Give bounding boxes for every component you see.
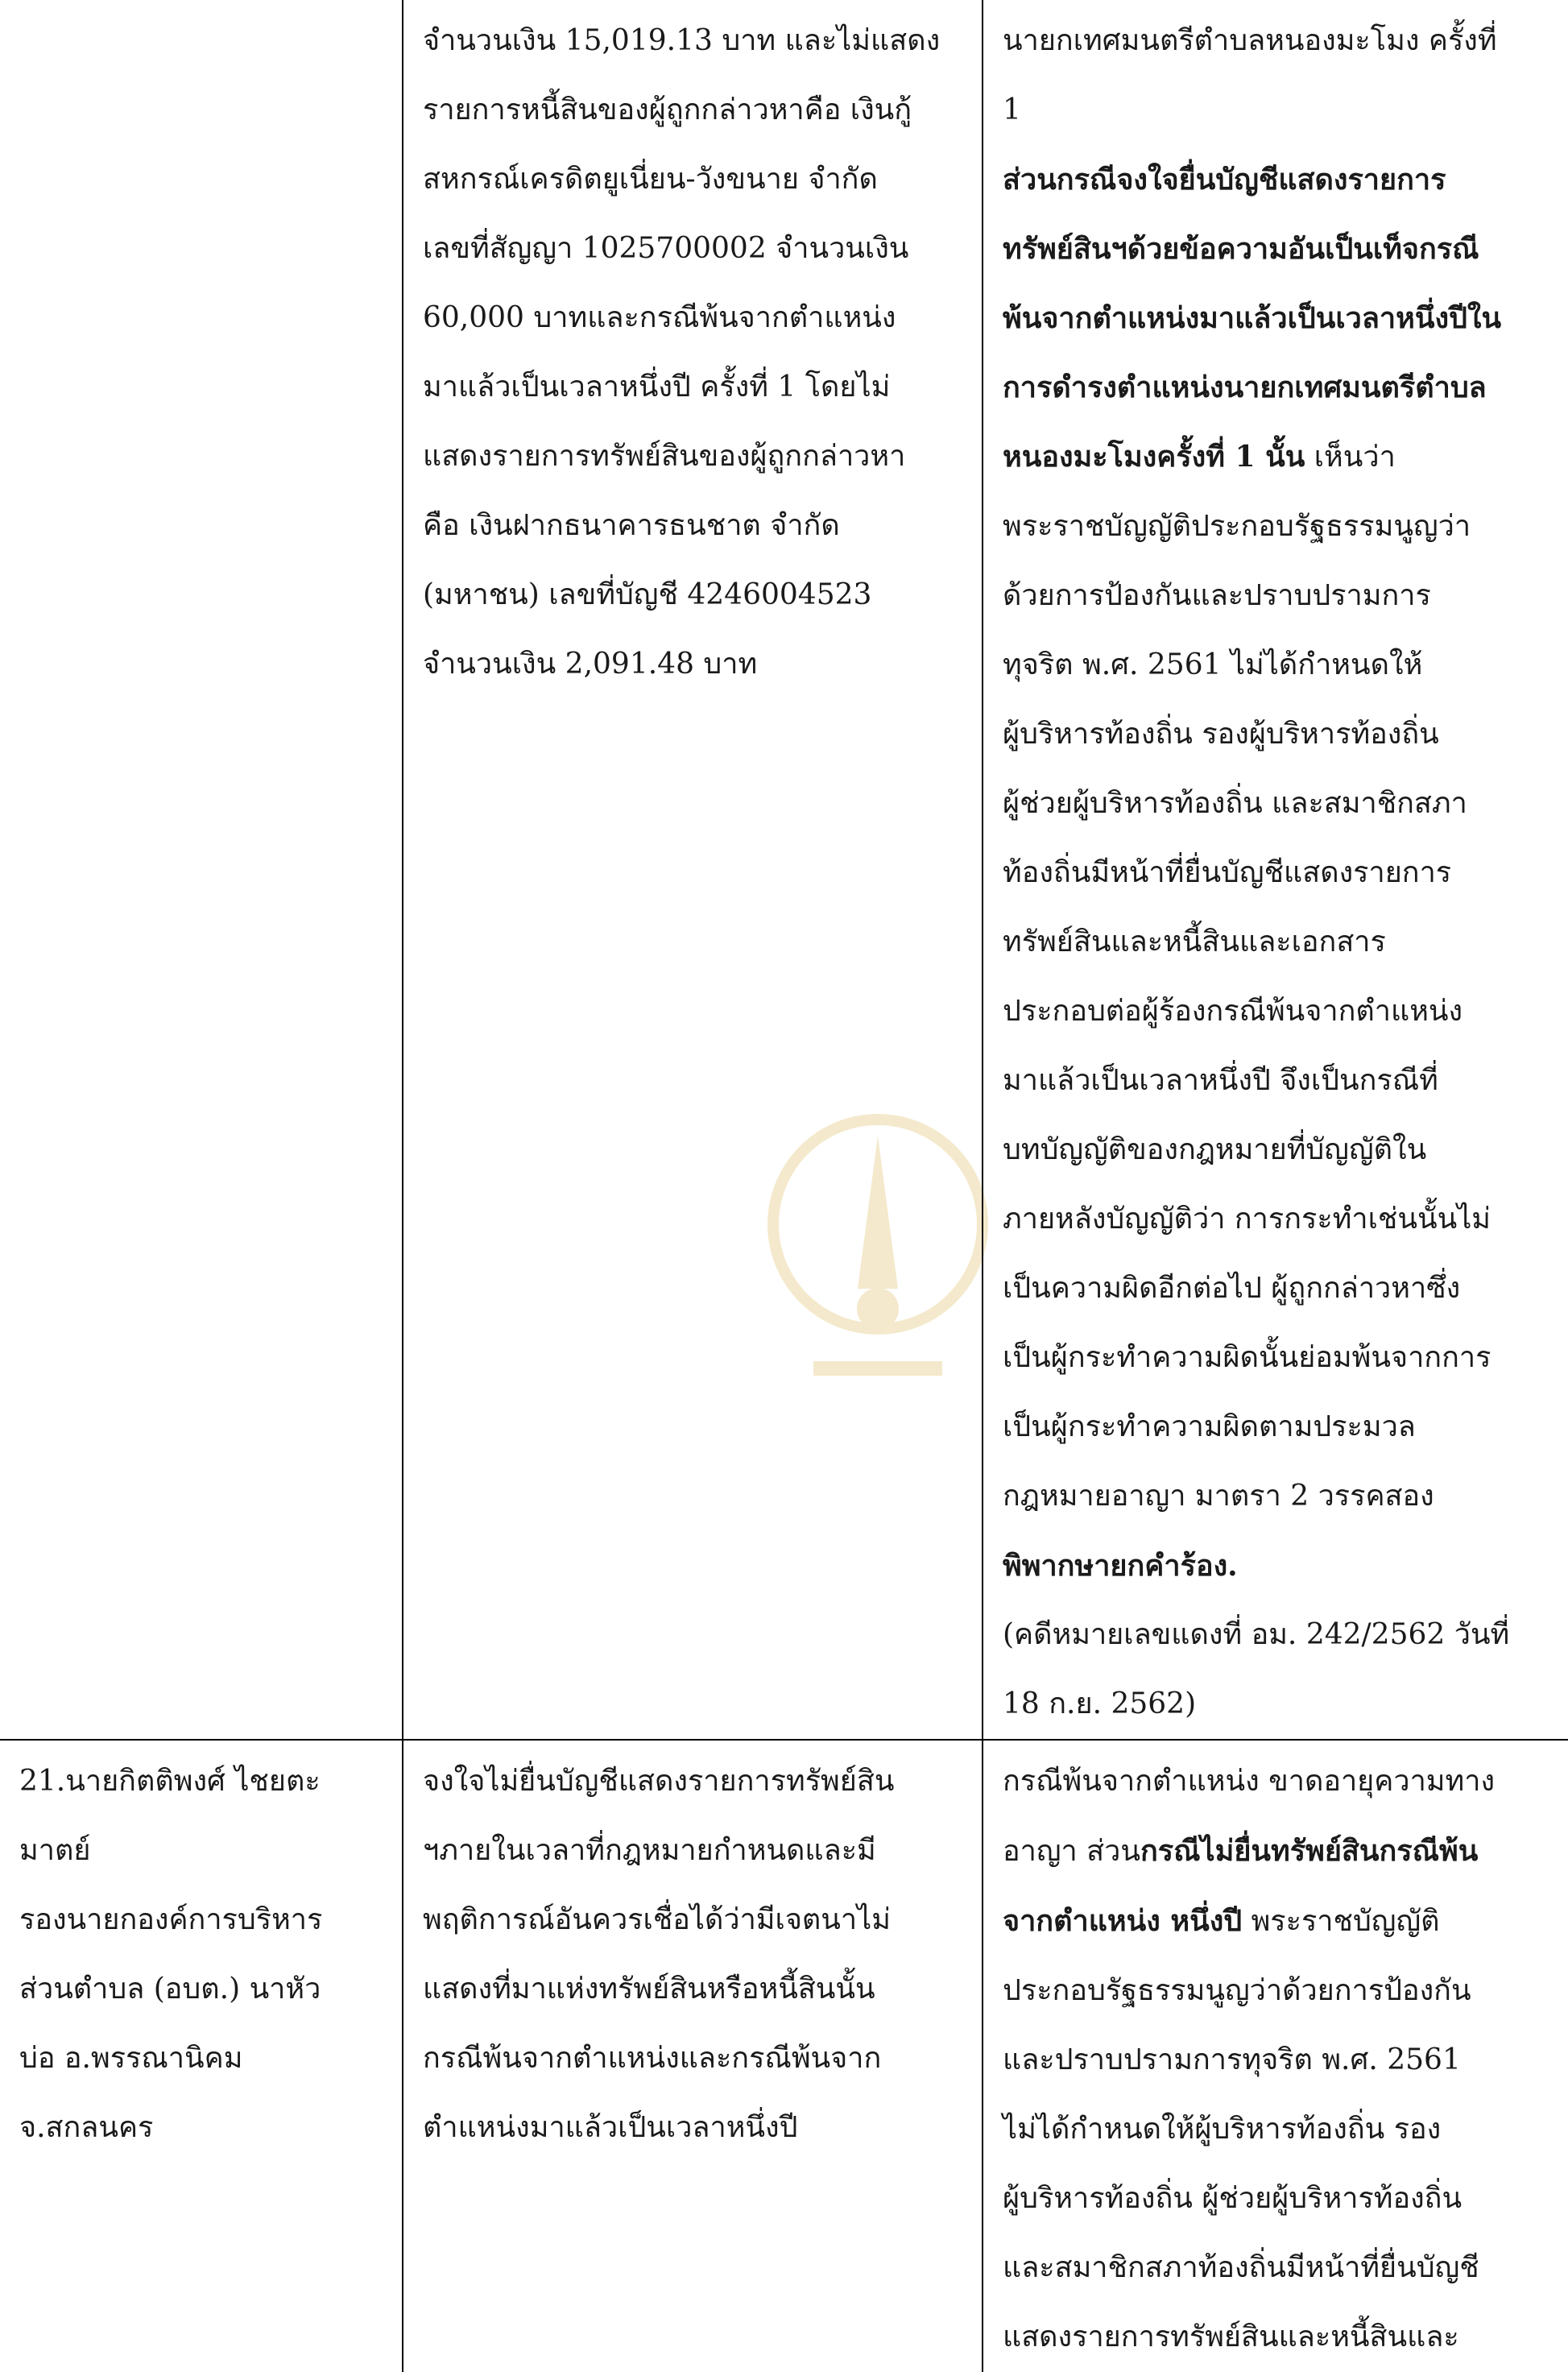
text-line [1003, 1816, 1554, 1886]
text-line: ประกอบต่อผู้ร้องกรณีพ้นจากตำแหน่ง [1003, 995, 1463, 1028]
text-line: ท้องถิ่นมีหน้าที่ยื่นบัญชีแสดงรายการ [1003, 856, 1452, 889]
text-line: พฤติการณ์อันควรเชื่อได้ว่ามีเจตนาไม่ [423, 1903, 891, 1936]
text-line: ส่วนตำบล (อบต.) นาหัว [19, 1973, 321, 2006]
text-line: ไม่ได้กำหนดให้ผู้บริหารท้องถิ่น รอง [1003, 2113, 1442, 2146]
text-line: ผู้บริหารท้องถิ่น รองผู้บริหารท้องถิ่น [1003, 718, 1439, 751]
text-line: แสดงรายการทรัพย์สินและหนี้สินและ [1003, 2320, 1459, 2353]
normal-text: พระราชบัญญัติ [1242, 1905, 1440, 1938]
text-line: กรณีพ้นจากตำแหน่ง ขาดอายุความทาง [1003, 1765, 1496, 1798]
text-line: พระราชบัญญัติประกอบรัฐธรรมนูญว่า [1003, 510, 1471, 543]
text-line: จำนวนเงิน 15,019.13 บาท และไม่แสดง [423, 24, 941, 57]
text-line: พ้นจากตำแหน่งมาแล้วเป็นเวลาหนึ่งปีใน [1003, 301, 1502, 335]
cell-name [0, 1740, 403, 2372]
text-line: กรณีพ้นจากตำแหน่งและกรณีพ้นจาก [423, 2042, 882, 2075]
cell-name [0, 0, 403, 1740]
cell-allegation [403, 1740, 983, 2372]
text-line: จ.สกลนคร [19, 2111, 154, 2144]
cell-ruling [983, 0, 1568, 1740]
text-line: 1 [1003, 93, 1021, 126]
text-line: กฎหมายอาญา มาตรา 2 วรรคสอง [1003, 1480, 1434, 1513]
bold-text: กรณีไม่ยื่นทรัพย์สินกรณีพ้น [1140, 1834, 1479, 1868]
verdict-text: พิพากษายกคำร้อง. [1003, 1549, 1238, 1583]
text-line [1003, 422, 1554, 492]
text-line: 60,000 บาทและกรณีพ้นจากตำแหน่ง [423, 301, 896, 334]
text-line: ผู้บริหารท้องถิ่น ผู้ช่วยผู้บริหารท้องถิ่น [1003, 2182, 1463, 2215]
text-line: คือ เงินฝากธนาคารธนชาต จำกัด [423, 509, 840, 542]
text-line: 21.นายกิตติพงศ์ ไชยตะ [19, 1765, 321, 1798]
text-line: ทุจริต พ.ศ. 2561 ไม่ได้กำหนดให้ [1003, 648, 1423, 681]
text-line: จำนวนเงิน 2,091.48 บาท [423, 648, 758, 681]
text-line: (มหาชน) เลขที่บัญชี 4246004523 [423, 578, 872, 611]
text-line: แสดงรายการทรัพย์สินของผู้ถูกกล่าวหา [423, 440, 906, 473]
text-line: ผู้ช่วยผู้บริหารท้องถิ่น และสมาชิกสภา [1003, 787, 1467, 820]
text-line: ด้วยการป้องกันและปราบปรามการ [1003, 579, 1431, 612]
case-number-text: (คดีหมายเลขแดงที่ อม. 242/2562 วันที่ [1003, 1618, 1510, 1651]
text-line: แสดงที่มาแห่งทรัพย์สินหรือหนี้สินนั้น [423, 1973, 875, 2006]
text-line: การดำรงตำแหน่งนายกเทศมนตรีตำบล [1003, 370, 1487, 404]
text-line: ภายหลังบัญญัติว่า การกระทำเช่นนั้นไม่ [1003, 1203, 1491, 1236]
text-line: นายกเทศมนตรีตำบลหนองมะโมง ครั้งที่ [1003, 24, 1497, 57]
text-line: ประกอบรัฐธรรมนูญว่าด้วยการป้องกัน [1003, 1974, 1471, 2007]
text-line: จงใจไม่ยื่นบัญชีแสดงรายการทรัพย์สิน [423, 1765, 895, 1798]
text-line: ทรัพย์สินและหนี้สินและเอกสาร [1003, 925, 1386, 958]
text-line: บ่อ อ.พรรณานิคม [19, 2042, 243, 2075]
text-line: ส่วนกรณีจงใจยื่นบัญชีแสดงรายการ [1003, 163, 1446, 197]
text-line: 18 ก.ย. 2562) [1003, 1687, 1197, 1720]
bold-text: จากตำแหน่ง หนึ่งปี [1003, 1904, 1243, 1938]
text-line: สหกรณ์เครดิตยูเนี่ยน-วังขนาย จำกัด [423, 163, 878, 196]
text-line [1003, 1886, 1554, 1956]
normal-text: อาญา ส่วน [1003, 1835, 1140, 1868]
table-row [0, 1740, 1568, 2372]
cell-ruling [983, 1740, 1568, 2372]
text-line: บทบัญญัติของกฎหมายที่บัญญัติใน [1003, 1133, 1427, 1166]
text-line: ทรัพย์สินฯด้วยข้อความอันเป็นเท็จกรณี [1003, 232, 1479, 266]
text-line: เป็นผู้กระทำความผิดตามประมวล [1003, 1410, 1416, 1443]
text-line: เป็นผู้กระทำความผิดนั้นย่อมพ้นจากการ [1003, 1341, 1491, 1374]
bold-text: หนองมะโมงครั้งที่ 1 นั้น [1003, 440, 1305, 474]
text-line: เป็นความผิดอีกต่อไป ผู้ถูกกล่าวหาซึ่ง [1003, 1272, 1461, 1305]
text-line: และสมาชิกสภาท้องถิ่นมีหน้าที่ยื่นบัญชี [1003, 2251, 1479, 2284]
cell-allegation [403, 0, 983, 1740]
text-line: มาแล้วเป็นเวลาหนึ่งปี ครั้งที่ 1 โดยไม่ [423, 370, 891, 404]
normal-text: เห็นว่า [1305, 441, 1396, 474]
text-line: ฯภายในเวลาที่กฎหมายกำหนดและมี [423, 1834, 876, 1867]
text-line: ตำแหน่งมาแล้วเป็นเวลาหนึ่งปี [423, 2111, 798, 2144]
text-line: และปราบปรามการทุจริต พ.ศ. 2561 [1003, 2043, 1461, 2076]
text-line: มาตย์ [19, 1834, 91, 1867]
text-line: รายการหนี้สินของผู้ถูกกล่าวหาคือ เงินกู้ [423, 93, 912, 126]
text-line: เลขที่สัญญา 1025700002 จำนวนเงิน [423, 232, 909, 265]
text-line: มาแล้วเป็นเวลาหนึ่งปี จึงเป็นกรณีที่ [1003, 1064, 1438, 1097]
text-line: รองนายกองค์การบริหาร [19, 1903, 323, 1936]
